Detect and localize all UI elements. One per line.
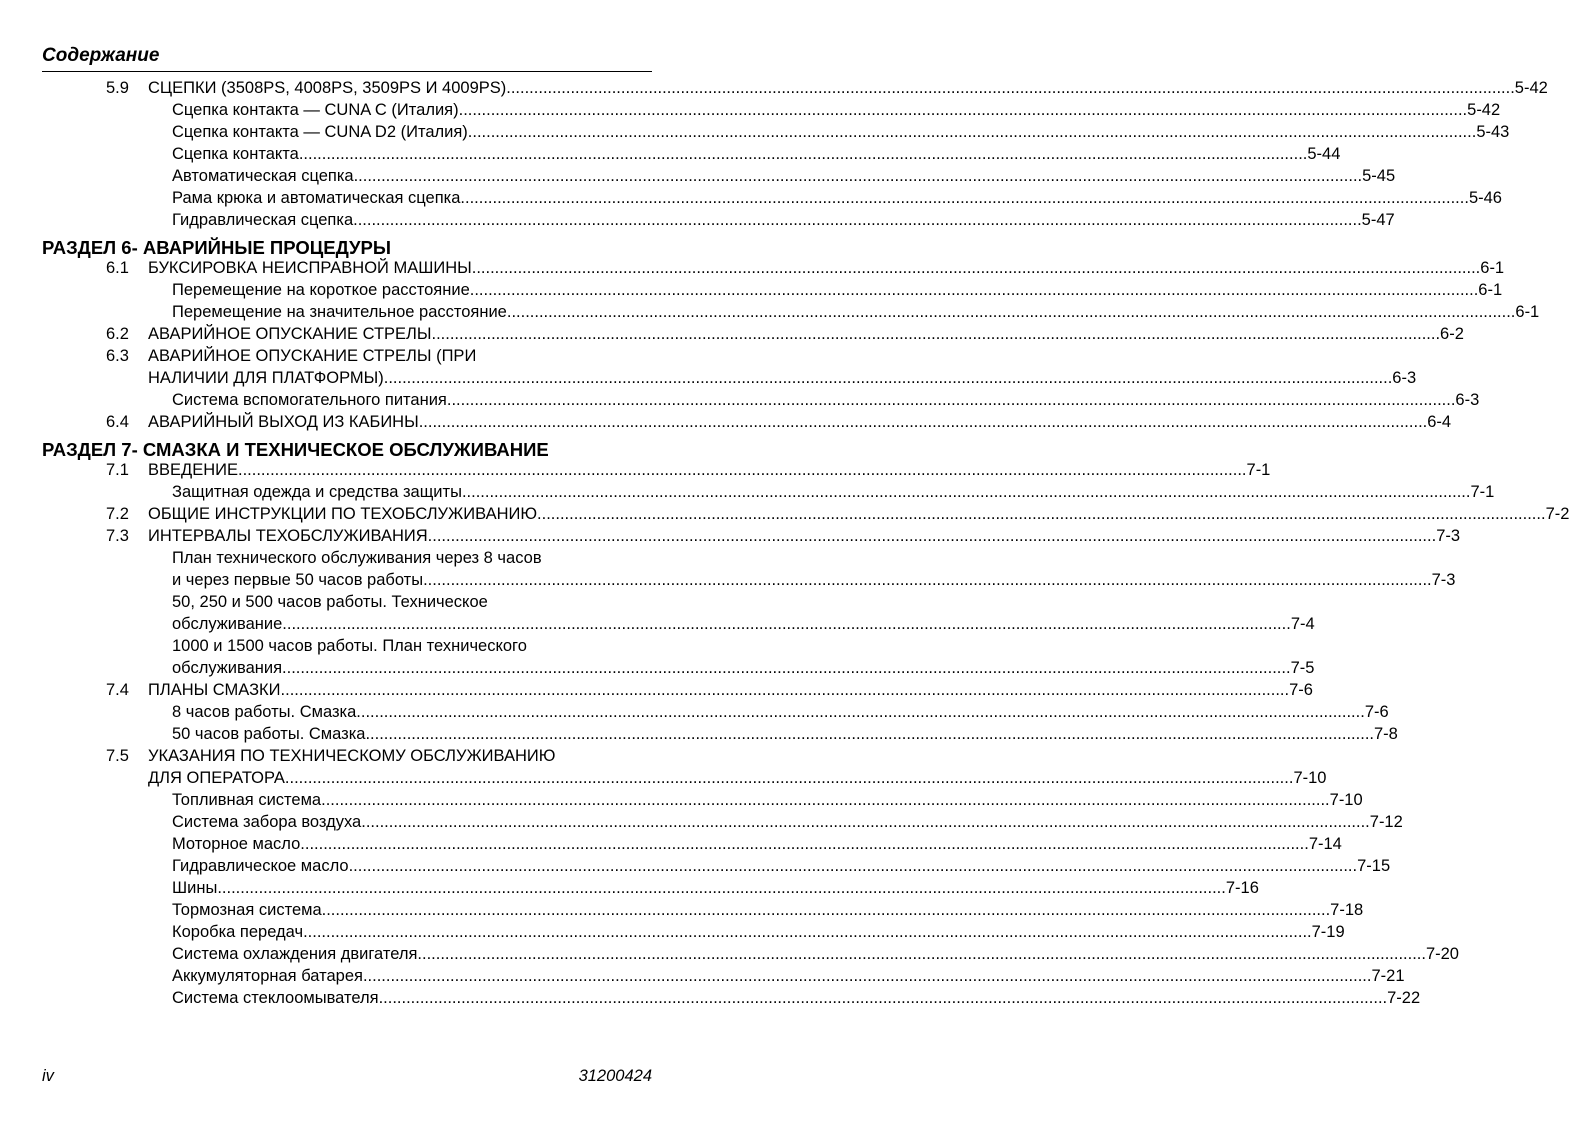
toc-entry-page: 7-15 bbox=[1357, 857, 1391, 875]
toc-dot-leader: ............................................................................................................................................................................................................................ bbox=[353, 167, 1363, 185]
toc-entry-leader bbox=[148, 503, 1569, 525]
toc-entry-title: Топливная система bbox=[172, 791, 322, 809]
toc-entry-page: 7-10 bbox=[1329, 791, 1363, 809]
toc-entry-title: Система охлаждения двигателя bbox=[172, 945, 418, 963]
toc-entry-page: 6-1 bbox=[1478, 281, 1503, 299]
toc-entry-leader bbox=[172, 811, 1403, 833]
toc-dot-leader: ............................................................................................................................................................................................................................ bbox=[237, 461, 1247, 479]
toc-dot-leader: ............................................................................................................................................................................................................................ bbox=[469, 281, 1479, 299]
toc-entry-title: СЦЕПКИ (3508PS, 4008PS, 3509PS И 4009PS) bbox=[148, 79, 507, 97]
toc-entry bbox=[42, 143, 1341, 165]
toc-entry-title: АВАРИЙНОЕ ОПУСКАНИЕ СТРЕЛЫ (ПРИ bbox=[148, 347, 477, 365]
toc-entry bbox=[42, 481, 1495, 503]
toc-entry bbox=[42, 569, 1456, 591]
toc-entry bbox=[42, 209, 1395, 231]
toc-entry-number: 6.2 bbox=[106, 325, 129, 343]
page-header-title: Содержание bbox=[42, 45, 160, 66]
toc-entry-title: Перемещение на короткое расстояние bbox=[172, 281, 470, 299]
toc-dot-leader: ............................................................................................................................................................................................................................ bbox=[461, 483, 1471, 501]
toc-dot-leader: ............................................................................................................................................................................................................................ bbox=[460, 189, 1469, 207]
toc-entry-leader bbox=[172, 121, 1510, 143]
toc-dot-leader: ............................................................................................................................................................................................................................ bbox=[280, 681, 1290, 699]
toc-entry bbox=[42, 121, 1510, 143]
toc-entry-page: 7-5 bbox=[1290, 659, 1315, 677]
toc-dot-leader: ............................................................................................................................................................................................................................ bbox=[427, 527, 1437, 545]
toc-entry-leader bbox=[172, 613, 1315, 635]
toc-entry-number: 7.1 bbox=[106, 461, 129, 479]
toc-entry-page: 6-2 bbox=[1440, 325, 1464, 343]
toc-entry-number: 7.4 bbox=[106, 681, 129, 699]
toc-entry-number: 7.5 bbox=[106, 747, 129, 765]
toc-dot-leader: ............................................................................................................................................................................................................................ bbox=[217, 879, 1226, 897]
toc-entry-leader bbox=[172, 833, 1342, 855]
toc-dot-leader: ............................................................................................................................................................................................................................ bbox=[321, 791, 1330, 809]
toc-dot-leader: ............................................................................................................................................................................................................................ bbox=[417, 945, 1426, 963]
toc-entry-number: 6.3 bbox=[106, 347, 129, 365]
toc-entry-number: 7.3 bbox=[106, 527, 129, 545]
toc-dot-leader: ............................................................................................................................................................................................................................ bbox=[467, 123, 1477, 141]
toc-dot-leader: ............................................................................................................................................................................................................................ bbox=[300, 835, 1309, 853]
toc-entry-page: 6-4 bbox=[1427, 413, 1452, 431]
toc-entry-page: 7-19 bbox=[1311, 923, 1345, 941]
toc-dot-leader: ............................................................................................................................................................................................................................ bbox=[284, 769, 1294, 787]
toc-entry-title: Рама крюка и автоматическая сцепка bbox=[172, 189, 461, 207]
toc-entry-leader bbox=[172, 143, 1341, 165]
toc-entry-page: 7-22 bbox=[1387, 989, 1421, 1007]
toc-entry bbox=[42, 679, 1313, 701]
toc-entry-page: 7-14 bbox=[1308, 835, 1342, 853]
toc-entry bbox=[42, 987, 1421, 1009]
toc-entry-leader bbox=[148, 367, 1417, 389]
toc-entry bbox=[42, 165, 1396, 187]
toc-entry-leader bbox=[172, 943, 1459, 965]
toc-entry-title: Защитная одежда и средства защиты bbox=[172, 483, 462, 501]
toc-entry-title: Коробка передач bbox=[172, 923, 304, 941]
toc-dot-leader: ............................................................................................................................................................................................................................ bbox=[282, 615, 1291, 633]
toc-entry-leader bbox=[172, 723, 1398, 745]
toc-entry bbox=[42, 525, 1461, 547]
page-footer bbox=[42, 1065, 652, 1087]
footer-page-number: iv bbox=[42, 1067, 54, 1085]
toc-entry-line bbox=[42, 635, 652, 657]
toc-entry-leader bbox=[172, 877, 1259, 899]
toc-entry-page: 6-1 bbox=[1480, 259, 1505, 277]
toc-dot-leader: ............................................................................................................................................................................................................................ bbox=[383, 369, 1393, 387]
toc-entry-page: 7-20 bbox=[1425, 945, 1459, 963]
toc-entry-title: Гидравлическое масло bbox=[172, 857, 349, 875]
toc-entry bbox=[42, 323, 1464, 345]
toc-dot-leader: ............................................................................................................................................................................................................................ bbox=[418, 413, 1428, 431]
toc-entry-leader bbox=[172, 965, 1405, 987]
toc-entry bbox=[42, 899, 1364, 921]
toc-entry-title: Система вспомогательного питания bbox=[172, 391, 447, 409]
toc-entry bbox=[42, 701, 1389, 723]
toc-entry bbox=[42, 187, 1502, 209]
toc-entry-title: Перемещение на значительное расстояние bbox=[172, 303, 507, 321]
toc-dot-leader: ............................................................................................................................................................................................................................ bbox=[321, 901, 1331, 919]
toc-entry-line bbox=[42, 547, 652, 569]
toc-entry bbox=[42, 257, 1505, 279]
toc-entry bbox=[42, 503, 1569, 525]
toc-entry-title: Шины bbox=[172, 879, 218, 897]
toc-dot-leader: ............................................................................................................................................................................................................................ bbox=[506, 79, 1515, 97]
toc-section-heading bbox=[42, 231, 652, 257]
toc-entry-page: 7-6 bbox=[1364, 703, 1389, 721]
toc-entry-page: 5-42 bbox=[1514, 79, 1548, 97]
toc-entry-page: 7-3 bbox=[1431, 571, 1456, 589]
footer-document-number: 31200424 bbox=[578, 1067, 652, 1085]
toc-section-title: РАЗДЕЛ 6- АВАРИЙНЫЕ ПРОЦЕДУРЫ bbox=[42, 237, 391, 258]
toc-dot-leader: ............................................................................................................................................................................................................................ bbox=[431, 325, 1441, 343]
toc-entry bbox=[42, 411, 1452, 433]
toc-entry-page: 5-42 bbox=[1467, 101, 1501, 119]
toc-entry-title: Гидравлическая сцепка bbox=[172, 211, 354, 229]
toc-entry-page: 5-45 bbox=[1362, 167, 1396, 185]
toc-entry-page: 7-18 bbox=[1330, 901, 1364, 919]
toc-entry bbox=[42, 99, 1501, 121]
toc-entry-title: ДЛЯ ОПЕРАТОРА bbox=[148, 769, 285, 787]
toc-entry bbox=[42, 389, 1480, 411]
toc-entry-leader bbox=[172, 789, 1363, 811]
toc-entry-leader bbox=[172, 209, 1395, 231]
toc-entry-leader bbox=[148, 459, 1271, 481]
toc-entry-leader bbox=[172, 481, 1495, 503]
toc-dot-leader: ............................................................................................................................................................................................................................ bbox=[378, 989, 1388, 1007]
toc-entry-title: Система стеклоомывателя bbox=[172, 989, 379, 1007]
toc-entry bbox=[42, 789, 1363, 811]
toc-entry-number: 6.1 bbox=[106, 259, 129, 277]
toc-entry-title: 8 часов работы. Смазка bbox=[172, 703, 357, 721]
toc-entry bbox=[42, 767, 1327, 789]
toc-dot-leader: ............................................................................................................................................................................................................................ bbox=[471, 259, 1481, 277]
toc-dot-leader: ............................................................................................................................................................................................................................ bbox=[356, 703, 1365, 721]
toc-entry-page: 5-46 bbox=[1468, 189, 1502, 207]
table-of-contents bbox=[42, 77, 1569, 1009]
toc-entry-leader bbox=[172, 165, 1396, 187]
toc-entry-page: 7-2 bbox=[1545, 505, 1569, 523]
toc-entry bbox=[42, 921, 1345, 943]
toc-entry-line bbox=[42, 745, 652, 767]
toc-dot-leader: ............................................................................................................................................................................................................................ bbox=[303, 923, 1312, 941]
toc-entry-title: НАЛИЧИИ ДЛЯ ПЛАТФОРМЫ) bbox=[148, 369, 384, 387]
toc-entry-leader bbox=[172, 657, 1315, 679]
toc-entry-page: 7-21 bbox=[1371, 967, 1405, 985]
toc-dot-leader: ............................................................................................................................................................................................................................ bbox=[506, 303, 1516, 321]
toc-entry-leader bbox=[172, 701, 1389, 723]
toc-entry-number: 5.9 bbox=[106, 79, 129, 97]
toc-entry-title: обслуживание bbox=[172, 615, 283, 633]
toc-entry-leader bbox=[172, 99, 1501, 121]
toc-dot-leader: ............................................................................................................................................................................................................................ bbox=[458, 101, 1468, 119]
toc-entry bbox=[42, 855, 1391, 877]
toc-entry-leader bbox=[172, 301, 1540, 323]
toc-entry-page: 7-16 bbox=[1225, 879, 1259, 897]
toc-entry-leader bbox=[172, 187, 1502, 209]
toc-entry-page: 6-3 bbox=[1392, 369, 1417, 387]
toc-entry-title: УКАЗАНИЯ ПО ТЕХНИЧЕСКОМУ ОБСЛУЖИВАНИЮ bbox=[148, 747, 556, 765]
toc-entry-page: 7-6 bbox=[1289, 681, 1313, 699]
toc-entry bbox=[42, 833, 1342, 855]
toc-entry-title: Моторное масло bbox=[172, 835, 301, 853]
toc-dot-leader: ............................................................................................................................................................................................................................ bbox=[362, 967, 1372, 985]
toc-entry bbox=[42, 279, 1503, 301]
toc-entry-line bbox=[42, 345, 652, 367]
toc-entry-title: и через первые 50 часов работы bbox=[172, 571, 424, 589]
toc-entry bbox=[42, 723, 1398, 745]
toc-entry-title: АВАРИЙНОЕ ОПУСКАНИЕ СТРЕЛЫ bbox=[148, 325, 432, 343]
toc-dot-leader: ............................................................................................................................................................................................................................ bbox=[361, 813, 1370, 831]
toc-entry-page: 7-1 bbox=[1470, 483, 1495, 501]
toc-entry-page: 7-3 bbox=[1436, 527, 1461, 545]
toc-entry-title: Сцепка контакта — CUNA C (Италия) bbox=[172, 101, 459, 119]
toc-entry bbox=[42, 943, 1459, 965]
toc-section-title: РАЗДЕЛ 7- СМАЗКА И ТЕХНИЧЕСКОЕ ОБСЛУЖИВАНИЕ bbox=[42, 439, 549, 460]
toc-entry-title: ПЛАНЫ СМАЗКИ bbox=[148, 681, 281, 699]
toc-entry-leader bbox=[148, 257, 1505, 279]
toc-dot-leader: ............................................................................................................................................................................................................................ bbox=[446, 391, 1456, 409]
toc-entry-leader bbox=[148, 411, 1452, 433]
toc-dot-leader: ............................................................................................................................................................................................................................ bbox=[365, 725, 1374, 743]
toc-entry-title: Аккумуляторная батарея bbox=[172, 967, 363, 985]
toc-dot-leader: ............................................................................................................................................................................................................................ bbox=[348, 857, 1358, 875]
toc-entry-number: 6.4 bbox=[106, 413, 129, 431]
toc-entry-title: БУКСИРОВКА НЕИСПРАВНОЙ МАШИНЫ bbox=[148, 259, 472, 277]
toc-entry bbox=[42, 301, 1540, 323]
toc-entry-title: План технического обслуживания через 8 часов bbox=[172, 549, 542, 567]
toc-entry-leader bbox=[148, 323, 1464, 345]
toc-entry-leader bbox=[148, 767, 1327, 789]
toc-entry-leader bbox=[172, 899, 1364, 921]
toc-entry-title: Сцепка контакта — CUNA D2 (Италия) bbox=[172, 123, 468, 141]
toc-dot-leader: ............................................................................................................................................................................................................................ bbox=[353, 211, 1362, 229]
toc-entry-page: 5-44 bbox=[1307, 145, 1341, 163]
toc-dot-leader: ............................................................................................................................................................................................................................ bbox=[537, 505, 1546, 523]
toc-entry-leader bbox=[148, 77, 1548, 99]
toc-entry-page: 6-1 bbox=[1515, 303, 1540, 321]
toc-entry bbox=[42, 965, 1405, 987]
toc-entry bbox=[42, 811, 1403, 833]
toc-entry-page: 5-43 bbox=[1476, 123, 1510, 141]
toc-entry-title: обслуживания bbox=[172, 659, 283, 677]
toc-entry-leader bbox=[148, 525, 1461, 547]
toc-entry-leader bbox=[172, 921, 1345, 943]
toc-entry-number: 7.2 bbox=[106, 505, 129, 523]
toc-entry-leader bbox=[172, 987, 1421, 1009]
toc-entry-line bbox=[42, 591, 652, 613]
toc-section-heading bbox=[42, 433, 652, 459]
toc-entry-leader bbox=[148, 679, 1313, 701]
toc-entry bbox=[42, 459, 1271, 481]
toc-entry-title: Тормозная система bbox=[172, 901, 322, 919]
toc-entry-title: 50, 250 и 500 часов работы. Техническое bbox=[172, 593, 488, 611]
toc-dot-leader: ............................................................................................................................................................................................................................ bbox=[282, 659, 1291, 677]
toc-entry-leader bbox=[172, 279, 1503, 301]
toc-entry-page: 7-12 bbox=[1369, 813, 1403, 831]
toc-entry-page: 7-4 bbox=[1290, 615, 1315, 633]
toc-entry bbox=[42, 877, 1259, 899]
toc-entry-title: ИНТЕРВАЛЫ ТЕХОБСЛУЖИВАНИЯ bbox=[148, 527, 428, 545]
toc-dot-leader: ............................................................................................................................................................................................................................ bbox=[423, 571, 1432, 589]
toc-entry-leader bbox=[172, 855, 1391, 877]
toc-entry bbox=[42, 657, 1315, 679]
toc-entry-page: 5-47 bbox=[1361, 211, 1395, 229]
toc-entry-page: 6-3 bbox=[1455, 391, 1480, 409]
toc-entry-leader bbox=[172, 389, 1480, 411]
toc-entry-title: 50 часов работы. Смазка bbox=[172, 725, 366, 743]
toc-entry-leader bbox=[172, 569, 1456, 591]
toc-entry-title: ОБЩИЕ ИНСТРУКЦИИ ПО ТЕХОБСЛУЖИВАНИЮ bbox=[148, 505, 538, 523]
toc-dot-leader: ............................................................................................................................................................................................................................ bbox=[298, 145, 1308, 163]
toc-entry-page: 7-10 bbox=[1293, 769, 1327, 787]
toc-entry-title: ВВЕДЕНИЕ bbox=[148, 461, 238, 479]
toc-entry-title: АВАРИЙНЫЙ ВЫХОД ИЗ КАБИНЫ bbox=[148, 413, 419, 431]
toc-entry-title: Автоматическая сцепка bbox=[172, 167, 354, 185]
toc-entry-page: 7-1 bbox=[1246, 461, 1271, 479]
toc-entry-title: Сцепка контакта bbox=[172, 145, 299, 163]
toc-entry-page: 7-8 bbox=[1373, 725, 1398, 743]
toc-entry-title: Система забора воздуха bbox=[172, 813, 362, 831]
toc-entry bbox=[42, 77, 1548, 99]
toc-entry bbox=[42, 613, 1315, 635]
toc-entry-title: 1000 и 1500 часов работы. План технического bbox=[172, 637, 527, 655]
toc-entry bbox=[42, 367, 1417, 389]
header-rule bbox=[42, 71, 652, 72]
